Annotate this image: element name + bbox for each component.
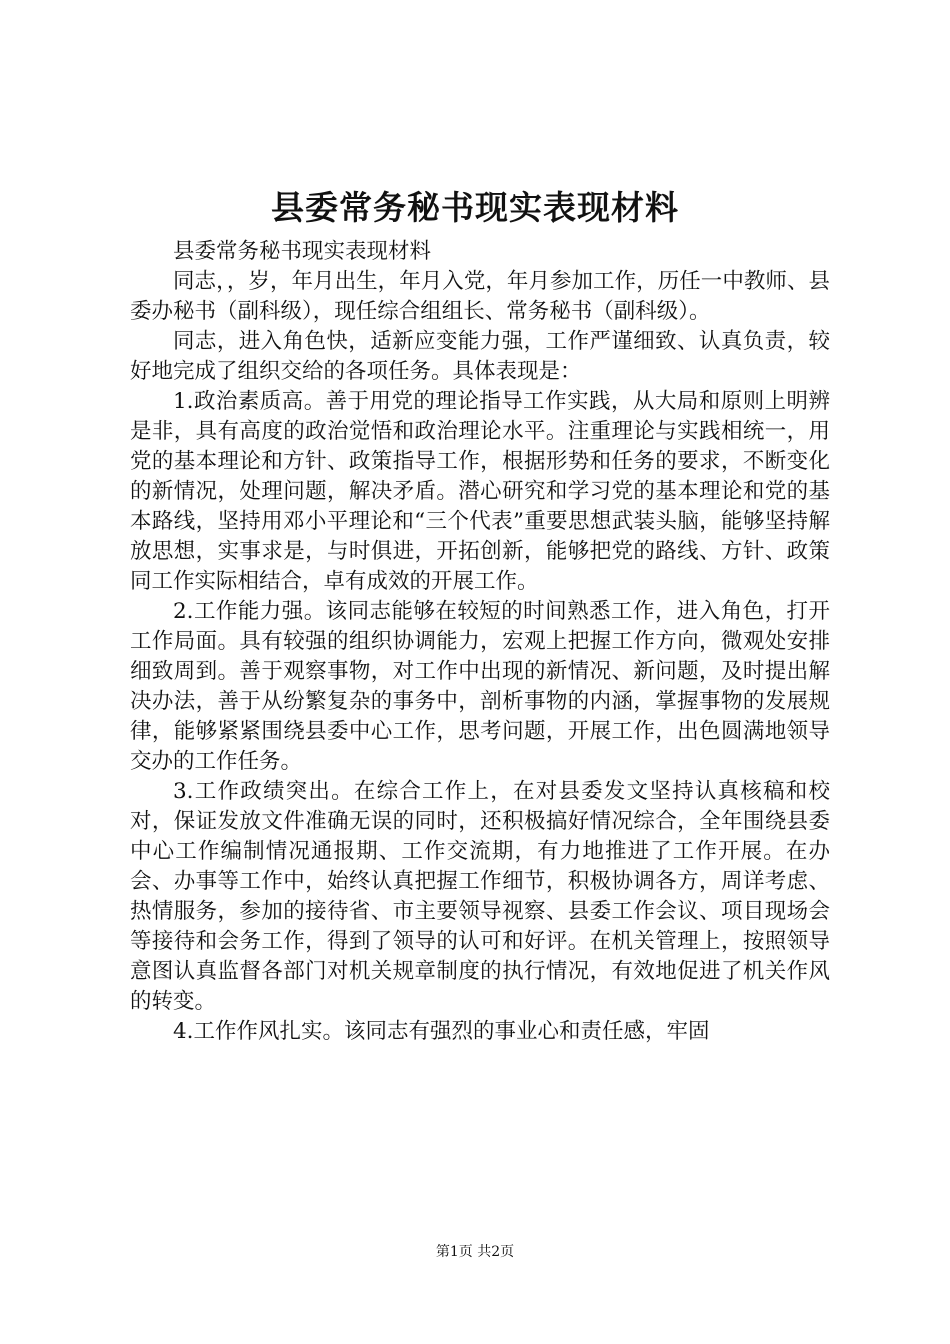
paragraph-summary: 同志，进入角色快，适新应变能力强，工作严谨细致、认真负责，较好地完成了组织交给的各项任务。具体表现是：	[130, 329, 830, 384]
paragraph-item-4: 4.工作作风扎实。该同志有强烈的事业心和责任感，牢固	[173, 1019, 710, 1044]
page-number-footer: 第1页 共2页	[435, 1244, 515, 1260]
document-body	[130, 237, 830, 1047]
paragraph-item-2: 2.工作能力强。该同志能够在较短的时间熟悉工作，进入角色，打开工作局面。具有较强的组织协调能力，宏观上把握工作方向，微观处安排细致周到。善于观察事物，对工作中出现的新情况、新问题，及时提出解决办法，善于从纷繁复杂的事务中，剖析事物的内涵，掌握事物的发展规律，能够紧紧围绕县委中心工作，思考问题，开展工作，出色圆满地领导交办的工作任务。	[130, 599, 830, 774]
document-title: 县委常务秘书现实表现材料	[271, 188, 679, 227]
paragraph-item-1: 1.政治素质高。善于用党的理论指导工作实践，从大局和原则上明辨是非，具有高度的政治觉悟和政治理论水平。注重理论与实践相统一，用党的基本理论和方针、政策指导工作，根据形势和任务的要求，不断变化的新情况，处理问题，解决矛盾。潜心研究和学习党的基本理论和党的基本路线，坚持用邓小平理论和“三个代表”重要思想武装头脑，能够坚持解放思想，实事求是，与时俱进，开拓创新，能够把党的路线、方针、政策同工作实际相结合，卓有成效的开展工作。	[130, 389, 830, 594]
paragraph-intro: 同志，，岁，年月出生，年月入党，年月参加工作，历任一中教师、县委办秘书（副科级），现任综合组组长、常务秘书（副科级）。	[130, 269, 830, 324]
paragraph-item-3: 3.工作政绩突出。在综合工作上，在对县委发文坚持认真核稿和校对，保证发放文件准确无误的同时，还积极搞好情况综合，全年围绕县委中心工作编制情况通报期、工作交流期，有力地推进了工作开展。在办会、办事等工作中，始终认真把握工作细节，积极协调各方，周详考虑、热情服务，参加的接待省、市主要领导视察、县委工作会议、项目现场会等接待和会务工作，得到了领导的认可和好评。在机关管理上，按照领导意图认真监督各部门对机关规章制度的执行情况，有效地促进了机关作风的转变。	[130, 779, 830, 1014]
paragraph-heading-repeat: 县委常务秘书现实表现材料	[173, 239, 432, 264]
